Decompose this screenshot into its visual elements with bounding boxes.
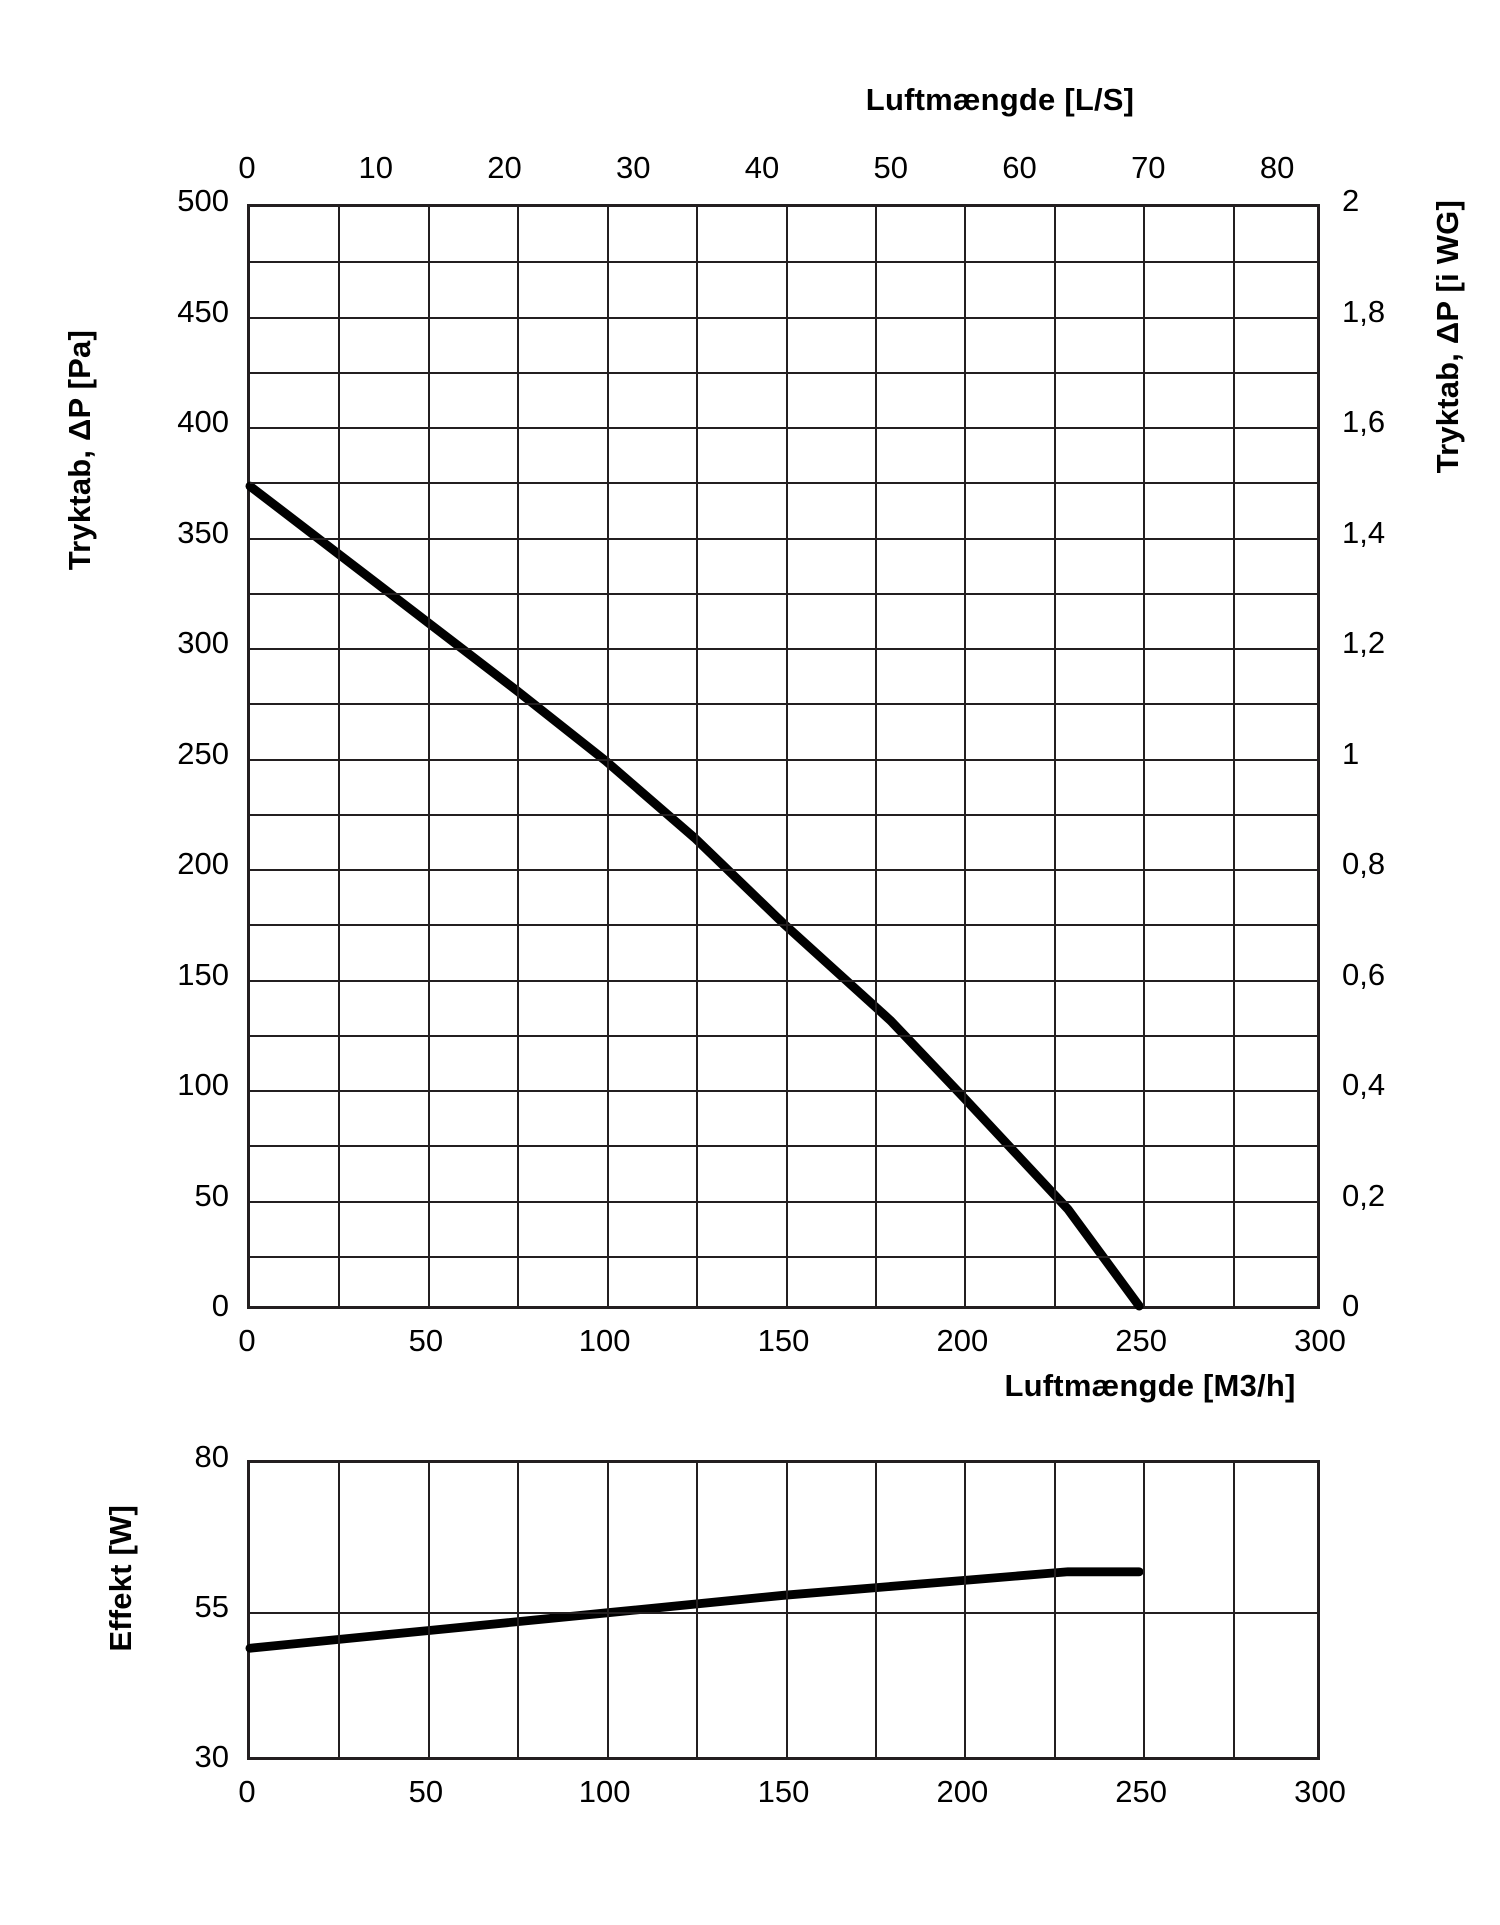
axis-tick-label: 30 bbox=[194, 1739, 229, 1774]
axis-tick-label: 0,8 bbox=[1342, 846, 1386, 881]
axis-tick-label: 400 bbox=[177, 404, 229, 439]
axis-tick-label: 70 bbox=[1131, 150, 1166, 185]
bottom-axis-title: Luftmængde [M3/h] bbox=[1004, 1368, 1296, 1403]
axis-tick-label: 1,4 bbox=[1342, 514, 1386, 550]
gridline-vertical bbox=[607, 1463, 609, 1757]
gridline-horizontal bbox=[250, 538, 1317, 540]
axis-tick-label: 0 bbox=[238, 1323, 256, 1358]
axis-tick-label: 80 bbox=[1259, 150, 1295, 185]
axis-tick-label: 100 bbox=[177, 1067, 229, 1102]
gridline-horizontal bbox=[250, 261, 1317, 263]
axis-tick-label: 0 bbox=[1342, 1288, 1360, 1323]
pressure-plot-area bbox=[247, 204, 1320, 1309]
axis-tick-label: 100 bbox=[578, 1323, 631, 1358]
axis-tick-label: 0,6 bbox=[1342, 956, 1386, 992]
axis-tick-label: 50 bbox=[873, 150, 909, 185]
axis-tick-label: 50 bbox=[194, 1177, 229, 1213]
gridline-horizontal bbox=[250, 372, 1317, 374]
left-axis-title: Tryktab, ΔP [Pa] bbox=[62, 330, 97, 571]
axis-tick-label: 250 bbox=[177, 735, 229, 771]
axis-tick-label: 300 bbox=[1294, 1323, 1346, 1358]
gridline-horizontal bbox=[250, 1035, 1317, 1037]
axis-tick-label: 2 bbox=[1342, 183, 1360, 218]
gridline-vertical bbox=[786, 1463, 788, 1757]
gridline-horizontal bbox=[250, 869, 1317, 871]
axis-tick-label: 450 bbox=[177, 293, 229, 329]
gridline-vertical bbox=[428, 1463, 430, 1757]
axis-tick-label: 150 bbox=[757, 1323, 810, 1358]
power-chart bbox=[0, 1430, 1500, 1925]
axis-tick-label: 0,2 bbox=[1342, 1177, 1386, 1213]
gridline-horizontal bbox=[250, 1612, 1317, 1614]
power-curve bbox=[250, 1463, 1317, 1757]
power-plot-area bbox=[247, 1460, 1320, 1760]
axis-tick-label: 20 bbox=[487, 150, 522, 185]
axis-tick-label: 150 bbox=[177, 956, 229, 992]
axis-tick-label: 55 bbox=[194, 1589, 229, 1624]
gridline-vertical bbox=[1233, 1463, 1235, 1757]
gridline-horizontal bbox=[250, 1256, 1317, 1258]
axis-tick-label: 250 bbox=[1115, 1323, 1168, 1358]
axis-tick-label: 1,8 bbox=[1342, 293, 1386, 329]
gridline-vertical bbox=[875, 1463, 877, 1757]
gridline-vertical bbox=[1143, 1463, 1145, 1757]
gridline-vertical bbox=[964, 1463, 966, 1757]
gridline-horizontal bbox=[250, 924, 1317, 926]
axis-tick-label: 80 bbox=[194, 1439, 229, 1474]
gridline-horizontal bbox=[250, 759, 1317, 761]
gridline-vertical bbox=[338, 1463, 340, 1757]
axis-tick-label: 60 bbox=[1002, 150, 1037, 185]
gridline-horizontal bbox=[250, 703, 1317, 705]
gridline-horizontal bbox=[250, 482, 1317, 484]
axis-tick-label: 100 bbox=[578, 1774, 631, 1809]
axis-tick-label: 150 bbox=[757, 1774, 810, 1809]
axis-tick-label: 0,4 bbox=[1342, 1067, 1386, 1102]
gridline-horizontal bbox=[250, 1201, 1317, 1203]
gridline-horizontal bbox=[250, 317, 1317, 319]
gridline-horizontal bbox=[250, 814, 1317, 816]
gridline-vertical bbox=[696, 1463, 698, 1757]
axis-tick-label: 30 bbox=[616, 150, 651, 185]
gridline-vertical bbox=[1054, 1463, 1056, 1757]
axis-tick-label: 40 bbox=[744, 150, 780, 185]
gridline-horizontal bbox=[250, 427, 1317, 429]
gridline-horizontal bbox=[250, 1145, 1317, 1147]
axis-tick-label: 10 bbox=[358, 150, 393, 185]
axis-tick-label: 500 bbox=[177, 183, 229, 218]
axis-tick-label: 50 bbox=[408, 1323, 444, 1358]
axis-tick-label: 0 bbox=[238, 1774, 256, 1809]
axis-tick-label: 300 bbox=[1294, 1774, 1346, 1809]
axis-tick-label: 200 bbox=[177, 846, 229, 881]
gridline-vertical bbox=[517, 1463, 519, 1757]
top-axis-title: Luftmængde [L/S] bbox=[865, 82, 1135, 117]
gridline-horizontal bbox=[250, 648, 1317, 650]
axis-tick-label: 200 bbox=[936, 1774, 989, 1809]
right-axis-title: Tryktab, ΔP [i WG] bbox=[1430, 200, 1465, 474]
power-left-axis-title: Effekt [W] bbox=[103, 1505, 138, 1652]
axis-tick-label: 300 bbox=[177, 625, 229, 660]
axis-tick-label: 1 bbox=[1342, 735, 1360, 771]
gridline-horizontal bbox=[250, 1090, 1317, 1092]
axis-tick-label: 0 bbox=[211, 1288, 229, 1323]
gridline-horizontal bbox=[250, 980, 1317, 982]
axis-tick-label: 1,2 bbox=[1342, 625, 1386, 660]
axis-tick-label: 50 bbox=[408, 1774, 444, 1809]
axis-tick-label: 1,6 bbox=[1342, 404, 1386, 439]
axis-tick-label: 250 bbox=[1115, 1774, 1168, 1809]
gridline-horizontal bbox=[250, 593, 1317, 595]
axis-tick-label: 350 bbox=[177, 514, 229, 550]
axis-tick-label: 200 bbox=[936, 1323, 989, 1358]
axis-tick-label: 0 bbox=[238, 150, 256, 185]
